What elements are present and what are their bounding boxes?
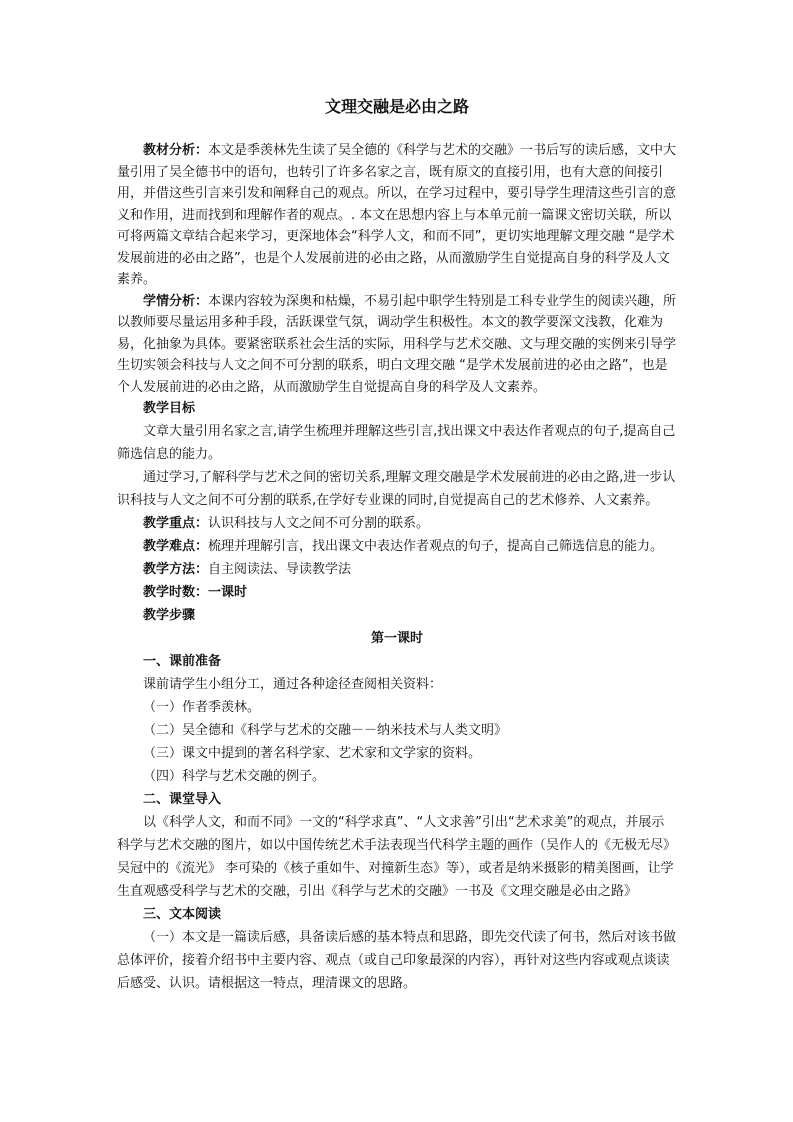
teaching-difficulty-text: 梳理并理解引言，找出课文中表达作者观点的句子，提高自己筛选信息的能力。: [208, 538, 664, 554]
section-1-heading: 一、课前准备: [143, 653, 222, 669]
teaching-goal-2: 通过学习,了解科学与艺术之间的密切关系,理解文理交融是学术发展前进的必由之路,进一步认识科技与人文之间不可分割的联系,在学好专业课的同时,自觉提高自己的艺术修养、人文素养。: [117, 469, 676, 508]
student-analysis-text: 本课内容较为深奥和枯燥，不易引起中职学生特别是工科专业学生的阅读兴趣，所以教师要尽量运用多种手段，活跃课堂气氛，调动学生积极性。本文的教学要深文浅教，化难为易，化抽象为具体。要紧密联系社会生活的实际，用科学与艺术交融、文与理交融的实例来引导学生切实领会科技与人文之间不可分割的联系，明白文理交融 “是学术发展前进的必由之路”，也是个人发展前进的必由之路，从而激励学生自觉提高自身的科学及人文素养。: [117, 293, 677, 395]
section-2-heading: 二、课堂导入: [143, 791, 222, 807]
teaching-goal-1: 文章大量引用名家之言,请学生梳理并理解这些引言,找出课文中表达作者观点的句子,提高自己筛选信息的能力。: [117, 423, 676, 462]
material-analysis-text: 本文是季羡林先生读了吴全德的《科学与艺术的交融》一书后写的读后感，文中大量引用了吴全德书中的语句，也转引了许多名家之言，既有原文的直接引用，也有大意的间接引用，并借这些引言来引发和阐释自己的观点。所以，在学习过程中，要引导学生理清这些引言的意义和作用，进而找到和理解作者的观点。. 本文在思想内容上与本单元前一篇课文密切关联，所以可将两篇文章结合起来学习，更深地体会“科学人文，和而不同”，更切实地理解文理交融 “是学术发展前进的必由之路”，也是个人发展前进的必由之路，从而激励学生自觉提高自身的科学及人文素养。: [117, 143, 677, 287]
document-title: 文理交融是必由之路: [324, 97, 469, 116]
teaching-hours: [117, 581, 677, 604]
teaching-key-label: 教学重点：: [143, 515, 209, 531]
teaching-method-text: 自主阅读法、导读教学法: [208, 561, 352, 577]
list-item: （四）科学与艺术交融的例子。: [143, 768, 326, 784]
material-analysis-label: 教材分析：: [143, 143, 209, 158]
document-page: [117, 96, 677, 995]
teaching-key-point: [117, 512, 677, 535]
teaching-difficulty-label: 教学难点：: [143, 538, 209, 554]
lesson-heading: 第一课时: [370, 630, 423, 646]
section-3-text: （一）本文是一篇读后感，具备读后感的基本特点和思路，即先交代读了何书，然后对该书做总体评价，接着介绍书中主要内容、观点（或自己印象最深的内容），再针对这些内容或观点谈读后感受、认识。请根据这一特点，理清课文的思路。: [117, 929, 677, 991]
teaching-difficulty: [117, 535, 677, 558]
material-analysis-paragraph: [117, 140, 677, 291]
list-item: （一）作者季羡林。: [143, 699, 261, 715]
section-3-heading: 三、文本阅读: [143, 906, 222, 922]
student-analysis-label: 学情分析：: [143, 293, 209, 309]
list-item: （三）课文中提到的著名科学家、艺术家和文学家的资料。: [143, 745, 482, 761]
list-item: （二）吴全德和《科学与艺术的交融－－纳米技术与人类文明》: [143, 722, 508, 738]
teaching-goals-heading: 教学目标: [143, 401, 196, 416]
teaching-hours-text: 一课时: [208, 584, 248, 600]
teaching-method-label: 教学方法：: [143, 561, 209, 577]
section-1-intro: 课前请学生小组分工，通过各种途径查阅相关资料：: [143, 676, 443, 692]
teaching-method: [117, 558, 677, 581]
section-2-text: 以《科学人文，和而不同》一文的“科学求真”、“人文求善”引出“艺术求美”的观点，并展示科学与艺术交融的图片，如以中国传统艺术手法表现当代科学主题的画作（吴作人的《无极无尽》 吴冠中的《流光》 李可染的《核子重如牛、对撞新生态》等），或者是纳米摄影的精美图画，让学生直观感受科学与艺术的交融，引出《科学与艺术的交融》一书及《文理交融是必由之路》: [117, 814, 677, 899]
student-analysis-paragraph: [117, 291, 677, 399]
teaching-key-text: 认识科技与人文之间不可分割的联系。: [208, 515, 430, 531]
teaching-hours-label: 教学时数：: [143, 584, 209, 600]
teaching-steps-heading: 教学步骤: [143, 607, 196, 623]
